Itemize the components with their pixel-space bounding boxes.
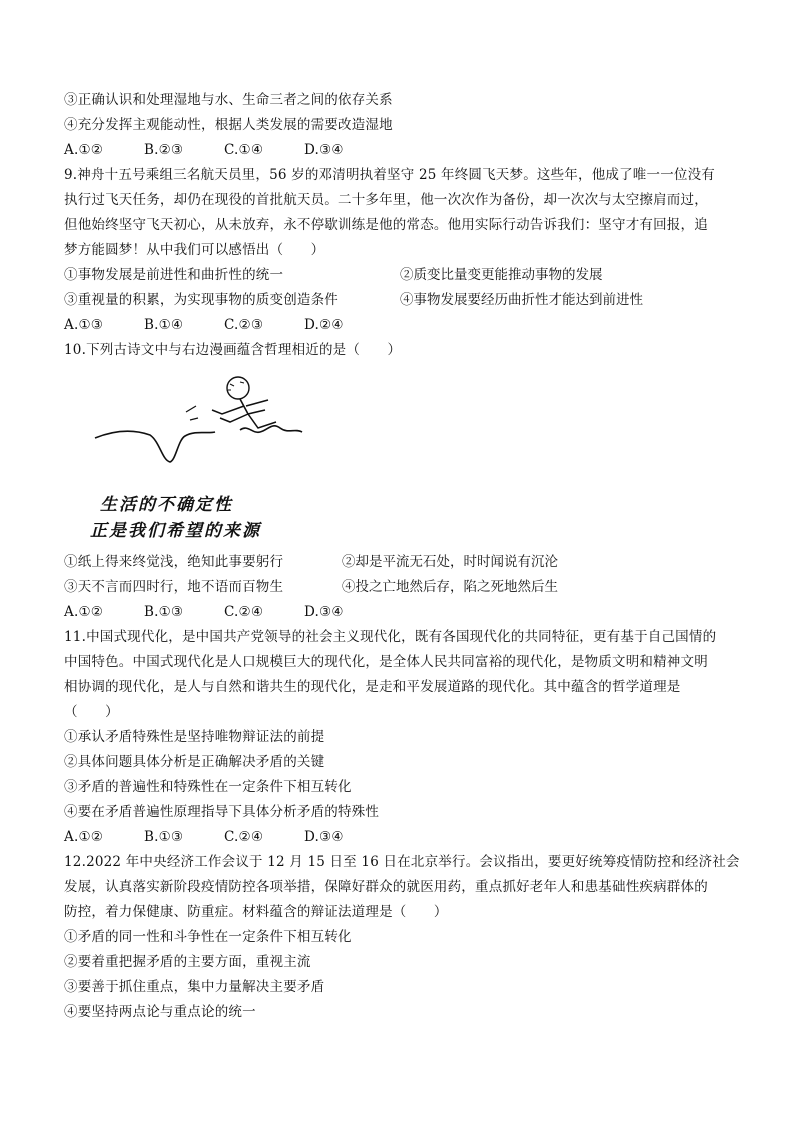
q11-options [64,827,384,847]
q11-stem-line-3: 相协调的现代化，是人与自然和谐共生的现代化，是走和平发展道路的现代化。其中蕴含的哲学道理是 [64,679,681,695]
q12-item-3: ③要善于抓住重点，集中力量解决主要矛盾 [64,979,325,995]
q8-option-d: D.③④ [304,142,344,158]
comic-caption-line-2: 正是我们希望的来源 [90,521,261,541]
q12-stem-line-2: 发展，认真落实新阶段疫情防控各项举措，保障好群众的就医用药，重点抓好老年人和患基础性疾病群体的 [64,879,708,895]
q11-item-2: ②具体问题具体分析是正确解决矛盾的关键 [64,754,325,770]
q12-stem-line-3: 防控，着力保健康、防重症。材料蕴含的辩证法道理是（ ） [64,904,448,920]
q9-option-a: A.①③ [64,317,104,333]
q10-item-3: ③天不言而四时行，地不语而百物生 [64,579,284,595]
q9-item-3: ③重视量的积累，为实现事物的质变创造条件 [64,292,338,308]
q11-option-b: B.①③ [144,829,184,845]
q10-options [64,602,384,622]
q11-option-d: D.③④ [304,829,344,845]
q10-item-1: ①纸上得来终觉浅，绝知此事要躬行 [64,554,284,570]
q9-stem-line-3: 但他始终坚守飞天初心，从未放弃，永不停歇训练是他的常态。他用实际行动告诉我们：坚守才有回报，追 [64,217,708,233]
q12-item-4: ④要坚持两点论与重点论的统一 [64,1004,256,1020]
q8-options [64,140,384,160]
q10-option-a: A.①② [64,604,104,620]
q11-option-a: A.①② [64,829,104,845]
q11-item-1: ①承认矛盾特殊性是坚持唯物辩证法的前提 [64,729,325,745]
q12-item-1: ①矛盾的同一性和斗争性在一定条件下相互转化 [64,929,352,945]
q11-stem-line-1: 11.中国式现代化，是中国共产党领导的社会主义现代化，既有各国现代化的共同特征，更有基于自己国情的 [64,629,717,645]
q8-option-c: C.①④ [224,142,264,158]
comic-drawing [90,370,330,490]
q10-option-c: C.②④ [224,604,264,620]
q9-item-2: ②质变比量变更能推动事物的发展 [400,267,603,283]
q9-stem-line-4: 梦方能圆梦！从中我们可以感悟出（ ） [64,242,325,258]
q9-options [64,315,384,335]
q11-item-3: ③矛盾的普遍性和特殊性在一定条件下相互转化 [64,779,352,795]
figure-leg-back [220,414,248,422]
q10-item-4: ④投之亡地然后存，陷之死地然后生 [342,579,558,595]
q11-stem-line-4: （ ） [64,704,119,720]
q9-stem-line-1: 9.神舟十五号乘组三名航天员里，56 岁的邓清明执着坚守 25 年终圆飞天梦。这些年，他成了唯一一位没有 [64,167,716,183]
motion-lines [186,406,198,420]
figure-arm-right [246,400,268,406]
q12-stem-line-1: 12.2022 年中央经济工作会议于 12 月 15 日至 16 日在北京举行。会议指出，要更好统筹疫情防控和经济社会 [64,854,740,870]
q11-option-c: C.②④ [224,829,264,845]
q10-option-d: D.③④ [304,604,344,620]
q10-option-b: B.①③ [144,604,184,620]
right-cliff [240,426,302,432]
figure-hair [228,382,244,390]
q10-item-2: ②却是平流无石处，时时闻说有沉沦 [342,554,558,570]
q9-option-b: B.①④ [144,317,184,333]
figure-arm-left [212,406,244,414]
comic-caption-line-1: 生活的不确定性 [100,495,233,515]
q9-item-1: ①事物发展是前进性和曲折性的统一 [64,267,284,283]
q9-item-4: ④事物发展要经历曲折性才能达到前进性 [400,292,643,308]
q8-item-3: ③正确认识和处理湿地与水、生命三者之间的依存关系 [64,92,393,108]
q9-option-d: D.②④ [304,317,344,333]
q9-stem-line-2: 执行过飞天任务，却仍在现役的首批航天员。二十多年里，他一次次作为备份，却一次次与太空擦肩而过， [64,192,708,208]
q11-stem-line-2: 中国特色。中国式现代化是人口规模巨大的现代化，是全体人民共同富裕的现代化，是物质文明和精神文明 [64,654,708,670]
comic-illustration [90,370,330,546]
q8-item-4: ④充分发挥主观能动性，根据人类发展的需要改造湿地 [64,117,393,133]
left-cliff [95,431,215,462]
q12-item-2: ②要着重把握矛盾的主要方面，重视主流 [64,954,311,970]
q8-option-b: B.②③ [144,142,184,158]
q9-option-c: C.②③ [224,317,264,333]
figure-head [227,377,249,399]
q8-option-a: A.①② [64,142,104,158]
q10-stem: 10.下列古诗文中与右边漫画蕴含哲理相近的是（ ） [64,342,402,358]
q11-item-4: ④要在矛盾普遍性原理指导下具体分析矛盾的特殊性 [64,804,380,820]
